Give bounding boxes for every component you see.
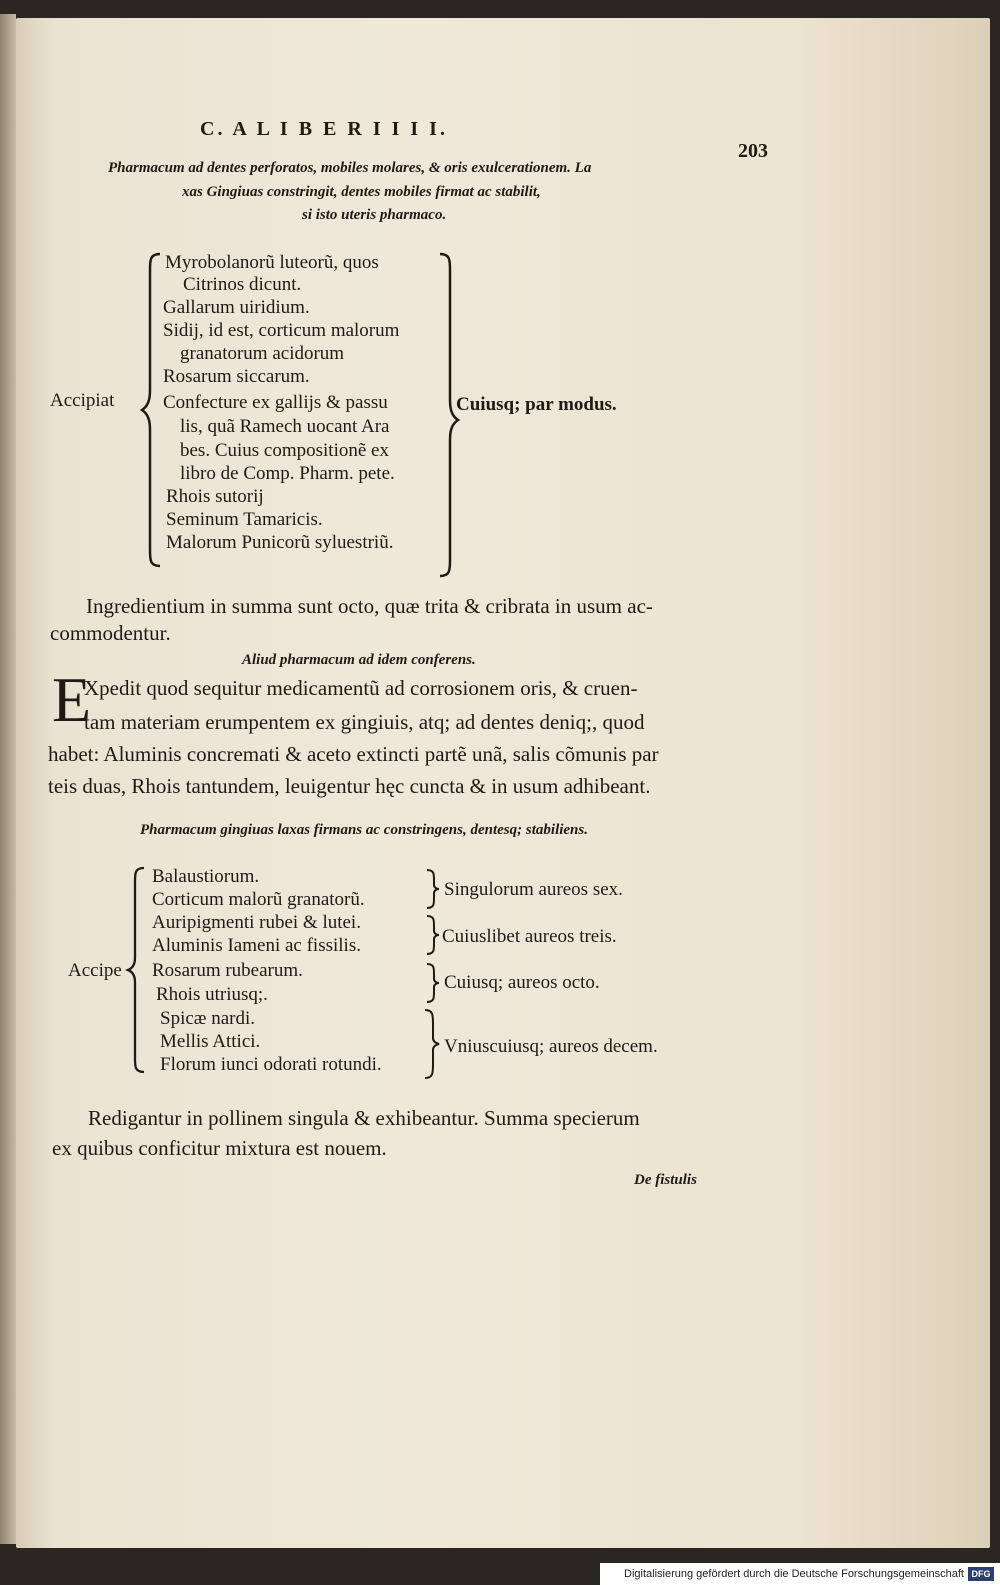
ingredient-line: granatorum acidorum: [180, 343, 345, 364]
paragraph-line: Xpedit quod sequitur medicamentũ ad corrosionem oris, & cruen-: [84, 676, 638, 700]
summary-line: commodentur.: [50, 621, 171, 645]
summary-line: ex quibus conficitur mixtura est nouem.: [52, 1136, 387, 1160]
credit-text: Digitalisierung gefördert durch die Deutsche Forschungsgemeinschaft: [624, 1568, 964, 1580]
ingredient-line: Florum iunci odorati rotundi.: [160, 1054, 382, 1075]
paragraph-line: tam materiam erumpentem ex gingiuis, atq; ad dentes deniq;, quod: [84, 710, 645, 734]
group-dosage: Cuiusq; aureos octo.: [444, 972, 600, 993]
running-title: C. A L I B E R I I I I.: [200, 118, 448, 140]
section2-title: Aliud pharmacum ad idem conferens.: [242, 652, 476, 668]
ingredient-line: Auripigmenti rubei & lutei.: [152, 912, 361, 933]
dfg-logo: DFG: [968, 1567, 994, 1581]
group-brace: [424, 914, 442, 956]
ingredient-line: Rhois sutorij: [166, 486, 264, 507]
section1-title-line: Pharmacum ad dentes perforatos, mobiles molares, & oris exulcerationem. La: [108, 160, 592, 176]
ingredient-line: Rosarum rubearum.: [152, 960, 303, 981]
ingredient-line: Confecture ex gallijs & passu: [163, 392, 388, 413]
ingredient-line: Seminum Tamaricis.: [166, 509, 323, 530]
accipe-label: Accipe: [68, 960, 122, 981]
group-brace: [422, 1008, 442, 1080]
ingredient-line: Rosarum siccarum.: [163, 366, 310, 387]
ingredient-line: bes. Cuius compositionẽ ex: [180, 440, 389, 461]
left-brace: [138, 250, 166, 570]
group-dosage: Vniuscuiusq; aureos decem.: [444, 1036, 658, 1057]
catchword: De fistulis: [634, 1172, 697, 1188]
section1-title-line: si isto uteris pharmaco.: [302, 207, 447, 223]
accipiat-label: Accipiat: [50, 390, 115, 411]
paragraph-line: habet: Aluminis concremati & aceto extincti partẽ unã, salis cõmunis par: [48, 742, 659, 766]
section3-title: Pharmacum gingiuas laxas firmans ac constringens, dentesq; stabiliens.: [140, 822, 588, 838]
ingredient-line: Sidij, id est, corticum malorum: [163, 320, 400, 341]
page-number: 203: [738, 140, 768, 162]
ingredient-line: lis, quã Ramech uocant Ara: [180, 416, 390, 437]
group-brace: [424, 868, 442, 910]
ingredient-line: Mellis Attici.: [160, 1031, 261, 1052]
group-dosage: Singulorum aureos sex.: [444, 879, 623, 900]
ingredient-line: Gallarum uiridium.: [163, 297, 310, 318]
paragraph-line: teis duas, Rhois tantundem, leuigentur hęc cuncta & in usum adhibeant.: [48, 774, 651, 798]
group-brace: [424, 962, 442, 1004]
summary-line: Ingredientium in summa sunt octo, quæ trita & cribrata in usum ac-: [86, 594, 653, 618]
ingredient-line: Spicæ nardi.: [160, 1008, 255, 1029]
ingredient-line: Citrinos dicunt.: [183, 274, 302, 295]
book-spine: [0, 14, 16, 1544]
group-dosage: Cuiuslibet aureos treis.: [442, 926, 617, 947]
digitization-credit-bar: [600, 1563, 1000, 1585]
ingredient-line: Balaustiorum.: [152, 866, 260, 887]
dosage-label: Cuiusq; par modus.: [456, 394, 617, 415]
ingredient-line: Corticum malorũ granatorũ.: [152, 889, 365, 910]
drop-cap: E: [52, 664, 92, 735]
left-brace: [124, 864, 150, 1076]
ingredient-line: libro de Comp. Pharm. pete.: [180, 463, 395, 484]
ingredient-line: Rhois utriusq;.: [156, 984, 268, 1005]
section1-title-line: xas Gingiuas constringit, dentes mobiles firmat ac stabilit,: [182, 184, 541, 200]
ingredient-line: Aluminis Iameni ac fissilis.: [152, 935, 361, 956]
ingredient-line: Malorum Punicorũ syluestriũ.: [166, 532, 394, 553]
summary-line: Redigantur in pollinem singula & exhibeantur. Summa specierum: [88, 1106, 640, 1130]
ingredient-line: Myrobolanorũ luteorũ, quos: [165, 252, 379, 273]
